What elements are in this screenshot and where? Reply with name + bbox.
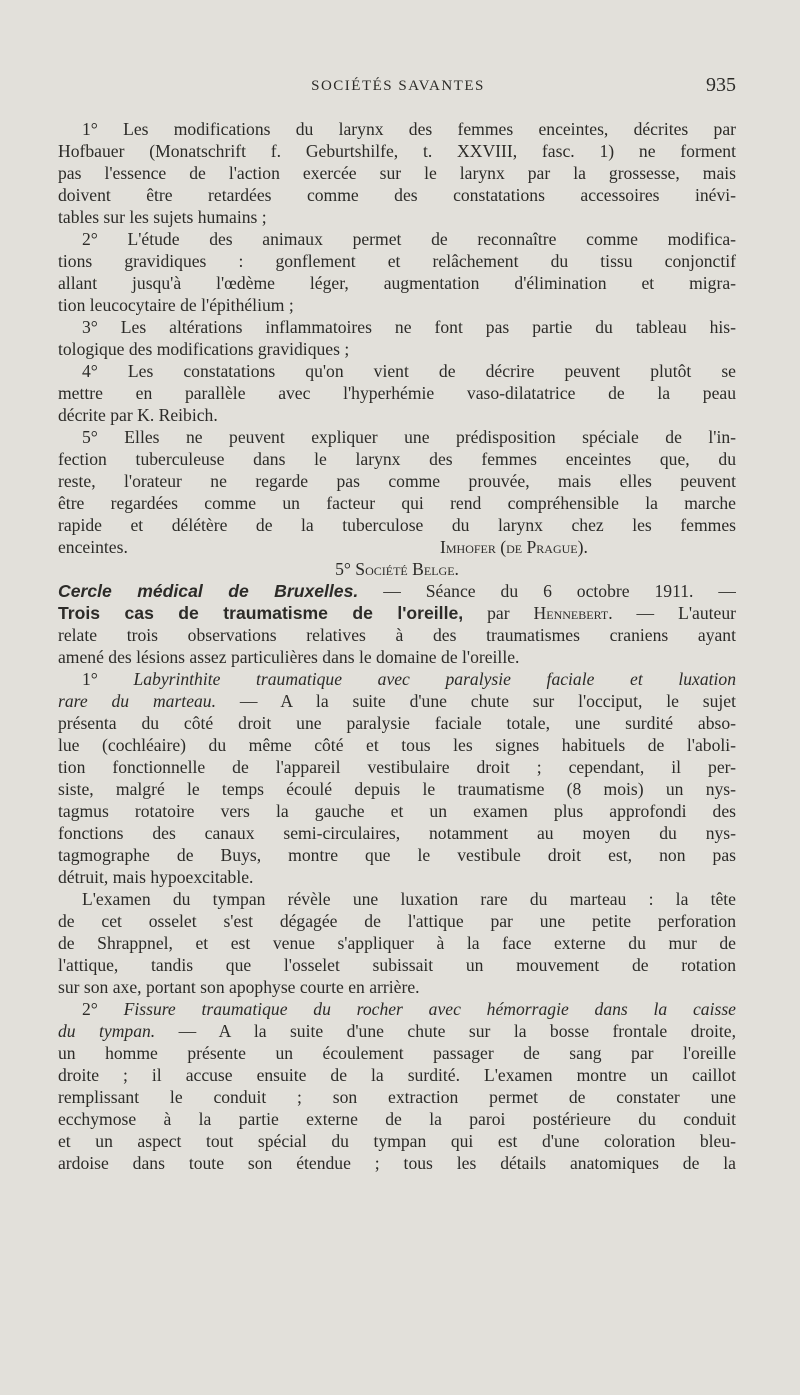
text-line [58, 602, 736, 624]
text-line: de cet osselet s'est dégagée de l'attique par une petite perforation [58, 911, 736, 931]
text-run: 2° [82, 999, 124, 1019]
text-line: 1° Les modifications du larynx des femmes enceintes, décrites par [82, 119, 736, 139]
text-run: Trois cas de traumatisme de l'oreille, [58, 603, 464, 623]
text-line: 3° Les altérations inflammatoires ne font pas partie du tableau his- [82, 317, 736, 337]
text-line [58, 668, 736, 690]
text-line: lue (cochléaire) du même côté et tous les signes habituels de l'aboli- [58, 735, 736, 755]
text-line: 5° Société Belge. [335, 559, 459, 579]
text-run: par [463, 603, 534, 623]
text-line: 4° Les constatations qu'on vient de décrire peuvent plutôt se [82, 361, 736, 381]
text-line: L'examen du tympan révèle une luxation rare du marteau : la tête [82, 889, 736, 909]
text-line: un homme présente un écoulement passager de sang par l'oreille [58, 1043, 736, 1063]
text-line: mettre en parallèle avec l'hyperhémie vaso-dilatatrice de la peau [58, 383, 736, 403]
text-line: reste, l'orateur ne regarde pas comme prouvée, mais elles peuvent [58, 471, 736, 491]
text-run: du tympan. [58, 1021, 156, 1041]
text-line: siste, malgré le temps écoulé depuis le traumatisme (8 mois) un nys- [58, 779, 736, 799]
text-line: remplissant le conduit ; son extraction permet de constater une [58, 1087, 736, 1107]
text-run: Labyrinthite traumatique avec paralysie faciale et luxation [133, 669, 736, 689]
text-run: enceintes. [58, 537, 128, 557]
text-line: amené des lésions assez particulières dans le domaine de l'oreille. [58, 647, 520, 667]
text-run: — A la suite d'une chute sur l'occiput, le sujet [216, 691, 736, 711]
text-line: fection tuberculeuse dans le larynx des femmes enceintes que, du [58, 449, 736, 469]
text-run: . — L'auteur [608, 603, 736, 623]
text-run: 1° [82, 669, 134, 689]
text-line: 5° Elles ne peuvent expliquer une prédisposition spéciale de l'in- [82, 427, 736, 447]
text-line: décrite par K. Reibich. [58, 405, 218, 425]
text-line: 2° L'étude des animaux permet de reconnaître comme modifica- [82, 229, 736, 249]
text-line: relate trois observations relatives à des traumatismes craniens ayant [58, 625, 736, 645]
text-run: rare du marteau. [58, 691, 216, 711]
text-run: Cercle médical de Bruxelles. [58, 581, 359, 601]
text-line [58, 998, 736, 1020]
author-signature: Imhofer (de Prague). [440, 537, 588, 557]
text-run: Fissure traumatique du rocher avec hémorragie dans la caisse [123, 999, 736, 1019]
text-line: tologique des modifications gravidiques ; [58, 339, 350, 359]
text-line: ardoise dans toute son étendue ; tous les détails anatomiques de la [58, 1153, 736, 1173]
page-header [60, 74, 736, 100]
text-line: présenta du côté droit une paralysie faciale totale, une surdité abso- [58, 713, 736, 733]
text-run: — Séance du 6 octobre 1911. — [358, 581, 736, 601]
text-line: rapide et délétère de la tuberculose du larynx chez les femmes [58, 515, 736, 535]
text-line: tagmus rotatoire vers la gauche et un examen plus approfondi des [58, 801, 736, 821]
text-line: Hofbauer (Monatschrift f. Geburtshilfe, t. XXVIII, fasc. 1) ne forment [58, 141, 736, 161]
running-head: SOCIÉTÉS SAVANTES [311, 78, 485, 94]
text-line: fonctions des canaux semi-circulaires, notamment au moyen du nys- [58, 823, 736, 843]
text-line [58, 536, 736, 558]
text-line: tables sur les sujets humains ; [58, 207, 267, 227]
text-line: doivent être retardées comme des constatations accessoires inévi- [58, 185, 736, 205]
text-line: tions gravidiques : gonflement et relâchement du tissu conjonctif [58, 251, 736, 271]
text-line: de Shrappnel, et est venue s'appliquer à la face externe du mur de [58, 933, 736, 953]
text-run: Hennebert [533, 603, 609, 623]
text-line: allant jusqu'à l'œdème léger, augmentation d'élimination et migra- [58, 273, 736, 293]
text-line: et un aspect tout spécial du tympan qui est d'une coloration bleu- [58, 1131, 736, 1151]
text-line: tion fonctionnelle de l'appareil vestibulaire droit ; cependant, il per- [58, 757, 736, 777]
text-line [58, 690, 736, 712]
text-line: tagmographe de Buys, montre que le vestibule droit est, non pas [58, 845, 736, 865]
text-line: détruit, mais hypoexcitable. [58, 867, 254, 887]
text-line: tion leucocytaire de l'épithélium ; [58, 295, 294, 315]
text-line [58, 580, 736, 602]
text-line: pas l'essence de l'action exercée sur le larynx par la grossesse, mais [58, 163, 736, 183]
text-line [58, 1020, 736, 1042]
text-line: droite ; il accuse ensuite de la surdité. L'examen montre un caillot [58, 1065, 736, 1085]
text-line: l'attique, tandis que l'osselet subissait un mouvement de rotation [58, 955, 736, 975]
text-line: ecchymose à la partie externe de la paroi postérieure du conduit [58, 1109, 736, 1129]
text-line: être regardées comme un facteur qui rend compréhensible la marche [58, 493, 736, 513]
text-line: sur son axe, portant son apophyse courte en arrière. [58, 977, 420, 997]
page-number: 935 [706, 74, 736, 96]
body-text [58, 118, 736, 1174]
text-run: — A la suite d'une chute sur la bosse frontale droite, [155, 1021, 736, 1041]
